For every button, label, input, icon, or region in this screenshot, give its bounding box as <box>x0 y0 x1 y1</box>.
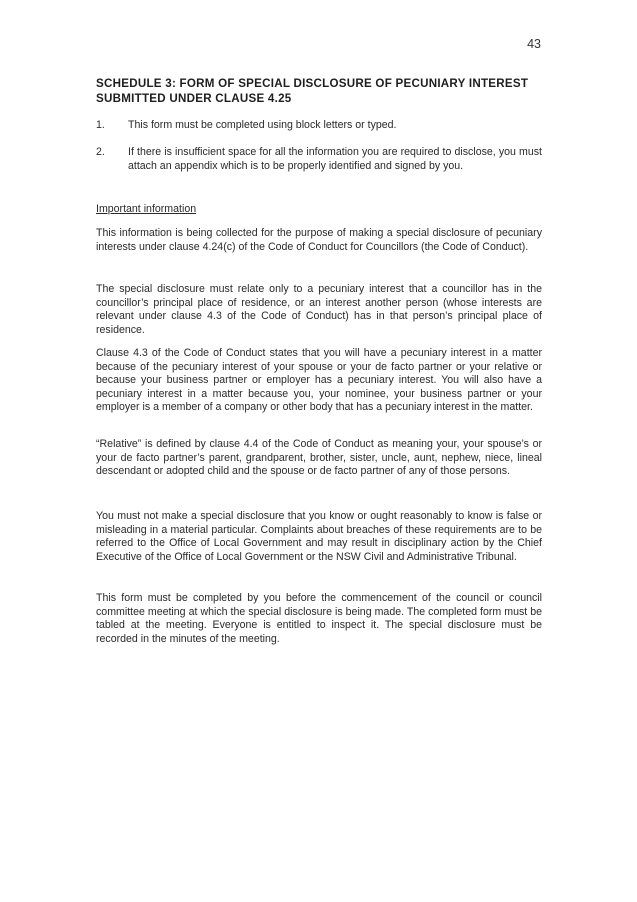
page-number: 43 <box>527 37 541 51</box>
instruction-item <box>96 119 542 133</box>
instruction-number: 1. <box>96 119 105 131</box>
instruction-text: If there is insufficient space for all the information you are required to disclose, you must attach an appendix which is to be properly identified and signed by you. <box>128 146 542 172</box>
paragraph: “Relative” is defined by clause 4.4 of the Code of Conduct as meaning your, your spouse’s or your de facto partner’s parent, grandparent, brother, sister, uncle, aunt, nephew, niece, lineal descendant or adopted child and the spouse or de facto partner of any of those persons. <box>96 438 542 477</box>
paragraph: This form must be completed by you before the commencement of the council or council committee meeting at which the special disclosure is being made. The completed form must be tabled at the meeting. Everyone is entitled to inspect it. The special disclosure must be recorded in the minutes of the meeting. <box>96 592 542 645</box>
paragraph: This information is being collected for the purpose of making a special disclosure of pecuniary interests under clause 4.24(c) of the Code of Conduct for Councillors (the Code of Conduct). <box>96 227 542 253</box>
schedule-heading: SCHEDULE 3: FORM OF SPECIAL DISCLOSURE OF PECUNIARY INTEREST SUBMITTED UNDER CLAUSE 4.25 <box>96 77 529 105</box>
paragraph: The special disclosure must relate only to a pecuniary interest that a councillor has in the councillor’s principal place of residence, or an interest another person (whose interests are relevant under clause 4.3 of the Code of Conduct) has in that person’s principal place of residence. <box>96 283 542 336</box>
instruction-number: 2. <box>96 146 105 158</box>
instruction-item <box>96 146 542 173</box>
instruction-text: This form must be completed using block letters or typed. <box>128 119 397 131</box>
paragraph: You must not make a special disclosure that you know or ought reasonably to know is false or misleading in a material particular. Complaints about breaches of these requirements are to be referred to the Office of Local Government and may result in disciplinary action by the Chief Executive of the Office of Local Government or the NSW Civil and Administrative Tribunal. <box>96 510 542 563</box>
paragraph: Clause 4.3 of the Code of Conduct states that you will have a pecuniary interest in a matter because of the pecuniary interest of your spouse or your de facto partner or your relative or because your business partner or employer has a pecuniary interest. You will also have a pecuniary interest in a matter because you, your nominee, your business partner or your employer is a member of a company or other body that has a pecuniary interest in the matter. <box>96 347 542 413</box>
section-title: Important information <box>96 203 197 215</box>
